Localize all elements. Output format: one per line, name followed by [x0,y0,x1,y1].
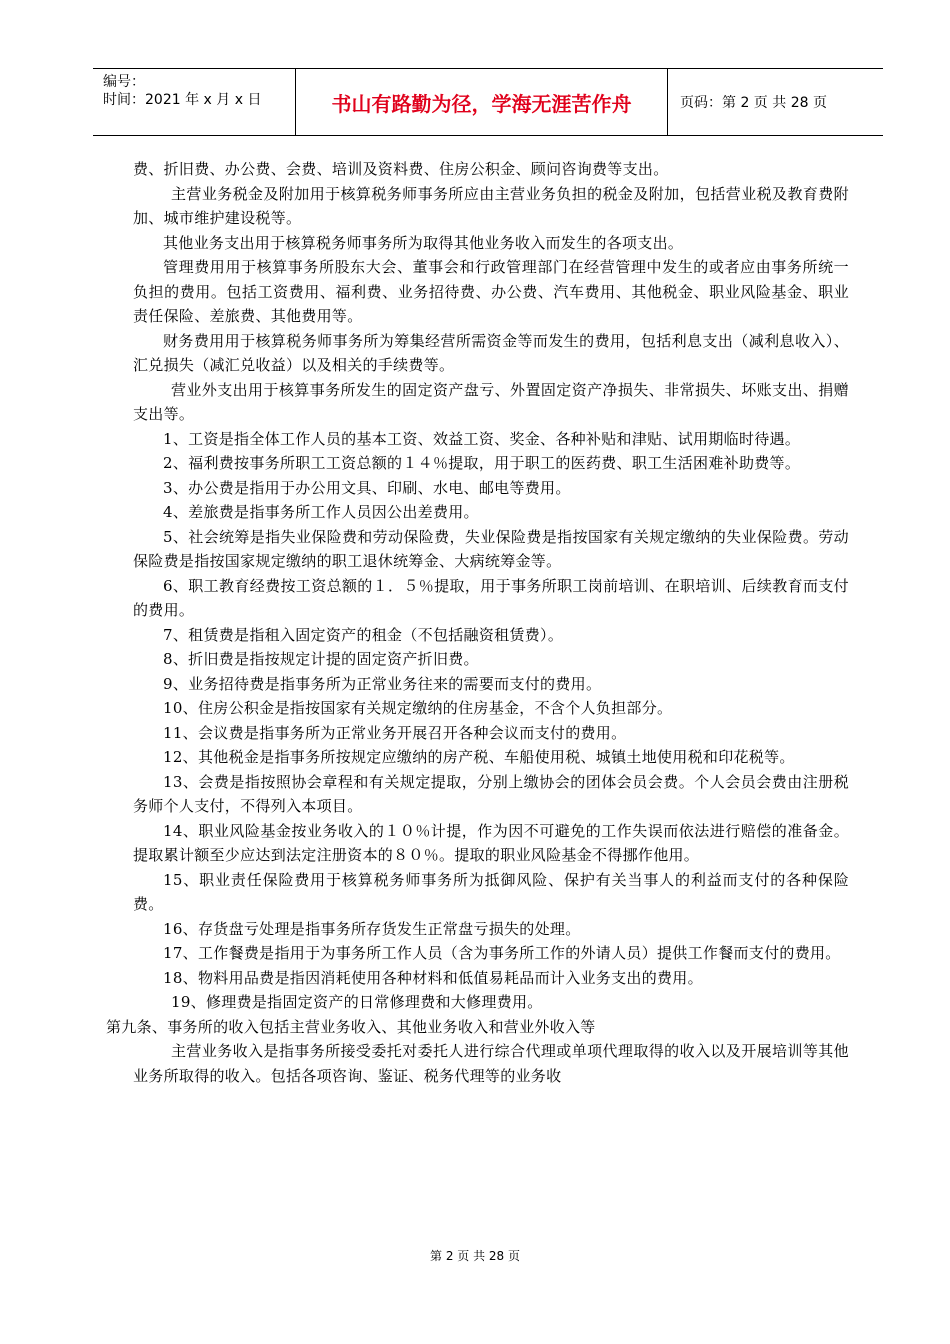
list-item: 19、修理费是指固定资产的日常修理费和大修理费用。 [171,993,543,1011]
list-item: 13、会费是指按照协会章程和有关规定提取，分别上缴协会的团体会员会费。个人会员会费由注册税务师个人支付，不得列入本项目。 [133,772,849,815]
list-item: 10、住房公积金是指按国家有关规定缴纳的住房基金，不含个人负担部分。 [163,699,673,717]
list-item: 1、工资是指全体工作人员的基本工资、效益工资、奖金、各种补贴和津贴、试用期临时待遇。 [163,429,801,448]
list-item: 17、工作餐费是指用于为事务所工作人员（含为事务所工作的外请人员）提供工作餐而支付的费用。 [163,944,841,962]
list-item: 11、会议费是指事务所为正常业务开展召开各种会议而支付的费用。 [163,723,627,742]
paragraph: 营业外支出用于核算事务所发生的固定资产盘亏、外置固定资产净损失、非常损失、坏账支出、捐赠支出等。 [133,380,849,423]
header-motto: 书山有路勤为径，学海无涯苦作舟 [296,69,668,135]
doc-number-label: 编号： [103,74,145,90]
page-header [93,68,883,136]
paragraph: 费、折旧费、办公费、会费、培训及资料费、住房公积金、顾问咨询费等支出。 [133,160,669,178]
list-item: 9、业务招待费是指事务所为正常业务往来的需要而支付的费用。 [163,674,602,693]
paragraph: 财务费用用于核算税务师事务所为筹集经营所需资金等而发生的费用，包括利息支出（减利息收入）、汇兑损失（减汇兑收益）以及相关的手续费等。 [133,331,849,374]
doc-time: 时间：2021 年 x 月 x 日 [103,92,262,108]
paragraph: 主营业务收入是指事务所接受委托对委托人进行综合代理或单项代理取得的收入以及开展培训等其他业务所取得的收入。包括各项咨询、鉴证、税务代理等的业务收 [133,1042,849,1085]
paragraph: 主营业务税金及附加用于核算税务师事务所应由主营业务负担的税金及附加，包括营业税及教育费附加、城市维护建设税等。 [133,184,849,227]
list-item: 12、其他税金是指事务所按规定应缴纳的房产税、车船使用税、城镇土地使用税和印花税等。 [163,748,795,766]
article-heading: 第九条、事务所的收入包括主营业务收入、其他业务收入和营业外收入等 [106,1017,596,1036]
list-item: 7、租赁费是指租入固定资产的租金（不包括融资租赁费）。 [163,625,564,644]
list-item: 2、福利费按事务所职工工资总额的１４％提取，用于职工的医药费、职工生活困难补助费等。 [163,454,801,472]
header-meta [93,69,296,135]
list-item: 18、物料用品费是指因消耗使用各种材料和低值易耗品而计入业务支出的费用。 [163,968,703,987]
header-page-code: 页码：第 2 页 共 28 页 [680,95,827,111]
list-item: 16、存货盘亏处理是指事务所存货发生正常盘亏损失的处理。 [163,919,581,938]
list-item: 15、职业责任保险费用于核算税务师事务所为抵御风险、保护有关当事人的利益而支付的各种保险费。 [133,870,849,913]
list-item: 3、办公费是指用于办公用文具、印刷、水电、邮电等费用。 [163,478,571,497]
paragraph: 其他业务支出用于核算税务师事务所为取得其他业务收入而发生的各项支出。 [163,233,684,252]
list-item: 14、职业风险基金按业务收入的１０％计提，作为因不可避免的工作失误而依法进行赔偿的准备金。提取累计额至少应达到法定注册资本的８０％。提取的职业风险基金不得挪作他用。 [133,821,849,864]
list-item: 4、差旅费是指事务所工作人员因公出差费用。 [163,503,479,521]
document-body [106,157,849,1088]
list-item: 8、折旧费是指按规定计提的固定资产折旧费。 [163,650,479,668]
paragraph: 管理费用用于核算事务所股东大会、董事会和行政管理部门在经营管理中发生的或者应由事务所统一负担的费用。包括工资费用、福利费、业务招待费、办公费、汽车费用、其他税金、职业风险基金、职业责任保险、差旅费、其他费用等。 [133,258,849,325]
list-item: 5、社会统筹是指失业保险费和劳动保险费，失业保险费是指按国家有关规定缴纳的失业保险费。劳动保险费是指按国家规定缴纳的职工退休统筹金、大病统筹金等。 [133,527,849,570]
page-footer: 第 2 页 共 28 页 [430,1249,520,1263]
list-item: 6、职工教育经费按工资总额的１．５％提取，用于事务所职工岗前培训、在职培训、后续教育而支付的费用。 [133,576,849,619]
